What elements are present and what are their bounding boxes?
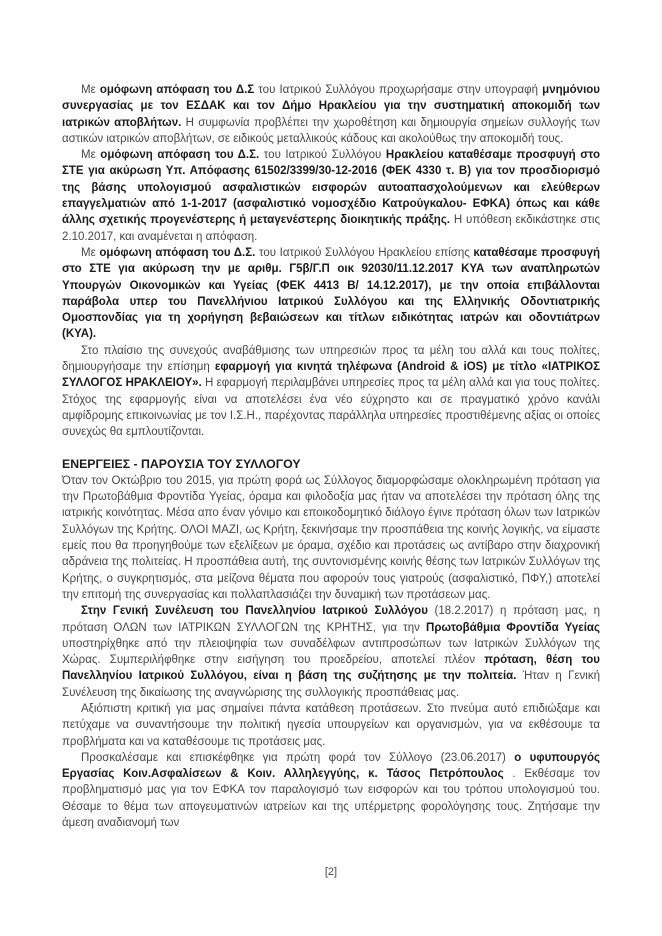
page-number: [2] (324, 866, 338, 878)
text-run: του Ιατρικού Συλλόγου προχωρήσαμε στην υπογραφή (254, 84, 543, 96)
text-run: καταθέσαμε προσφυγή στο ΣΤΕ για ακύρωση την με αριθμ. Γ5β/Γ.Π οικ 92030/11.12.2017 ΚΥΑ των αναπληρωτών Υπουργών Οικονομικών και Υγείας (ΦΕΚ 4413 Β/ 14.12.2017), με την οποία επιβάλλονται παράβολα υπερ του Πανελλήνιου Ιατρικού Συλλόγου και της Ελληνικής Οδοντιατρικής Ομοσπονδίας για τη χορήγηση βεβαιώσεων και τίτλων ειδικότητας ιατρών και οδοντιάτρων (ΚΥΑ). (62, 246, 600, 341)
text-run: ομόφωνη απόφαση του Δ.Σ. (100, 149, 260, 162)
paragraph (62, 603, 600, 701)
text-run: Πρωτοβάθμια Φροντίδα Υγείας (426, 621, 600, 634)
text-run: Στην Γενική Συνέλευση του Πανελληνίου Ιατρικού Συλλόγου (81, 605, 428, 618)
text-run: ομόφωνη απόφαση του Δ.Σ. (99, 246, 256, 259)
text-run: του Ιατρικού Συλλόγου (259, 149, 386, 162)
text-run: μνημόνιου συνεργασίας με τον ΕΣΔΑΚ και τον Δήμο Ηρακλείου για την συστηματική αποκομιδή των ιατρικών αποβλήτων. (62, 84, 600, 129)
text-run: Με (81, 84, 100, 96)
section-heading: ΕΝΕΡΓΕΙΕΣ - ΠΑΡΟΥΣΙΑ ΤΟΥ ΣΥΛΛΟΓΟΥ (62, 456, 301, 471)
paragraph (62, 473, 600, 603)
text-run: υποστηρίχθηκε από την πλειοψηφία των συναδέλφων αντιπροσώπων των Ιατρικών Συλλόγων της Χώρας. Συμπεριλήφθηκε στην εισήγηση του προεδρείου, αποτελεί πλέον (62, 637, 600, 667)
text-run: ομόφωνη απόφαση του Δ.Σ (99, 84, 255, 96)
text-run: Η εφαρμογή περιλαμβάνει υπηρεσίες προς τα μέλη αλλά και για τους πολίτες. Στόχος της εφαρμογής είναι να αποτελέσει ένα νέο εύχρηστο και σε πραγματικό χρόνο κανάλι αμφίδρομης επικοινωνίας με τον Ι.Σ.Η., παρέχοντας παράλληλα υπηρεσίες προστιθέμενης αξίας οι οποίες συνεχώς θα εμπλουτίζονται. (62, 377, 600, 439)
text-run: Ήταν η Γενική Συνέλευση της δικαίωσης της αναγνώρισης της συλλογικής προσπάθειας μας. (62, 670, 601, 699)
text-run: Η συμφωνία προβλέπει την χωροθέτηση και δημιουργία σημείων συλλογής των αστικών ιατρικών αποβλήτων, σε ειδικούς μεταλλικούς κάδους και ακολούθως την αποκομιδή τους. (62, 116, 600, 145)
text-run: Όταν τον Οκτώβριο του 2015, για πρώτη φορά ως Σύλλογος διαμορφώσαμε ολοκληρωμένη πρόταση για την Πρωτοβάθμια Φροντίδα Υγείας, όραμα και φιλοδοξία μας ήταν να αποτελέσει την πρόταση όλης της ιατρικής κοινότητας. Μέσα απο έναν γόνιμο και εποικοδομητικό διάλογο έγινε πρόταση όλων των Ιατρικών Συλλόγων της Κρήτης. ΟΛΟΙ ΜΑΖΙ, ως Κρήτη, ξεκινήσαμε την προσπάθεια της κοινής λογικής, να είμαστε εμείς που θα προηγηθούμε των εξελίξεων με όραμα, σχέδιο και προτάσεις ως αντίβαρο στην διαχρονική αδράνεια της πολιτείας. Η προσπάθεια αυτή, της συντονισμένης κοινής θέσης των Ιατρικών Συλλόγων της Κρήτης, ο συγκρητισμός, στα μείζονα θέματα που αφορούν τους γιατρούς (ασφαλιστικό, ΠΦΥ,) αποτελεί την επιτομή της συνεργασίας και πολλαπλασιάζει την δυναμική των προτάσεων μας. (62, 474, 600, 601)
paragraph (62, 343, 600, 441)
text-run: Με (81, 149, 101, 162)
text-run: Η υπόθεση εκδικάστηκε στις 2.10.2017, και αναμένεται η απόφαση. (62, 214, 600, 243)
text-run: Με (81, 246, 100, 259)
paragraph (62, 701, 600, 750)
text-run: . Εκθέσαμε τον προβληματισμό μας για τον ΕΦΚΑ τον παραλογισμό των εισφορών και του τρόπου υπολογισμού του. Θέσαμε το θέμα των απογευματινών ιατρείων και της υπέρμετρης φορολόγησης τους. Ζητήσαμε την άμεση αναδιανομή των (62, 768, 600, 830)
text-run: Στο πλαίσιο της συνεχούς αναβάθμισης των υπηρεσιών προς τα μέλη του αλλά και τους πολίτες, δημιουργήσαμε την επίσημη (62, 344, 600, 374)
paragraph (62, 750, 600, 831)
text-run: Ηρακλείου καταθέσαμε προσφυγή στο ΣΤΕ για ακύρωση Υπ. Απόφασης 61502/3399/30-12-2016 (ΦΕΚ 4330 τ. Β) για τον προσδιορισμό της βάσης υπολογισμού ασφαλιστικών εισφορών αυτοαπασχολούμενων και ελεύθερων επαγγελματιών από 1-1-2017 (ασφαλιστικό νομοσχέδιο Κατρούγκαλου- ΕΦΚΑ) όπως και κάθε άλλης σχετικής προγενέστερης ή μεταγενέστερης διοικητικής πράξης. (62, 149, 600, 227)
text-run: εφαρμογή για κινητά τηλέφωνα (Android & iOS) με τίτλο «ΙΑΤΡΙΚΟΣ ΣΥΛΛΟΓΟΣ ΗΡΑΚΛΕΙΟΥ». (62, 361, 600, 390)
document-body (62, 82, 600, 831)
text-run: Αξιόπιστη κριτική για μας σημαίνει πάντα κατάθεση προτάσεων. Στο πνεύμα αυτό επιδιώξαμε και πετύχαμε να συναντήσουμε την πολιτική ηγεσία υπουργείων και οργανισμών, για να εκθέσουμε τα προβλήματα και να καταθέσουμε τις προτάσεις μας. (62, 702, 600, 748)
text-run: πρόταση, θέση του Πανελληνίου Ιατρικού Συλλόγου, είναι η βάση της συζήτησης με την πολιτεία. (62, 654, 601, 683)
text-run: του Ιατρικού Συλλόγου Ηρακλείου επίσης (255, 246, 474, 259)
text-run: ο υφυπουργός Εργασίας Κοιν.Ασφαλίσεων & Κοιν. Αλληλεγγύης, κ. Τάσος Πετρόπουλος (62, 751, 600, 781)
text-run: (18.2.2017) η πρόταση μας, η πρόταση ΟΛΩΝ των ΙΑΤΡΙΚΩΝ ΣΥΛΛΟΓΩΝ της ΚΡΗΤΗΣ, για την (62, 605, 600, 634)
paragraph (62, 245, 600, 343)
paragraph (62, 147, 600, 245)
paragraph (62, 82, 600, 147)
text-run: Προσκαλέσαμε και επισκέφθηκε για πρώτη φορά τον Σύλλογο (23.06.2017) (81, 751, 515, 764)
